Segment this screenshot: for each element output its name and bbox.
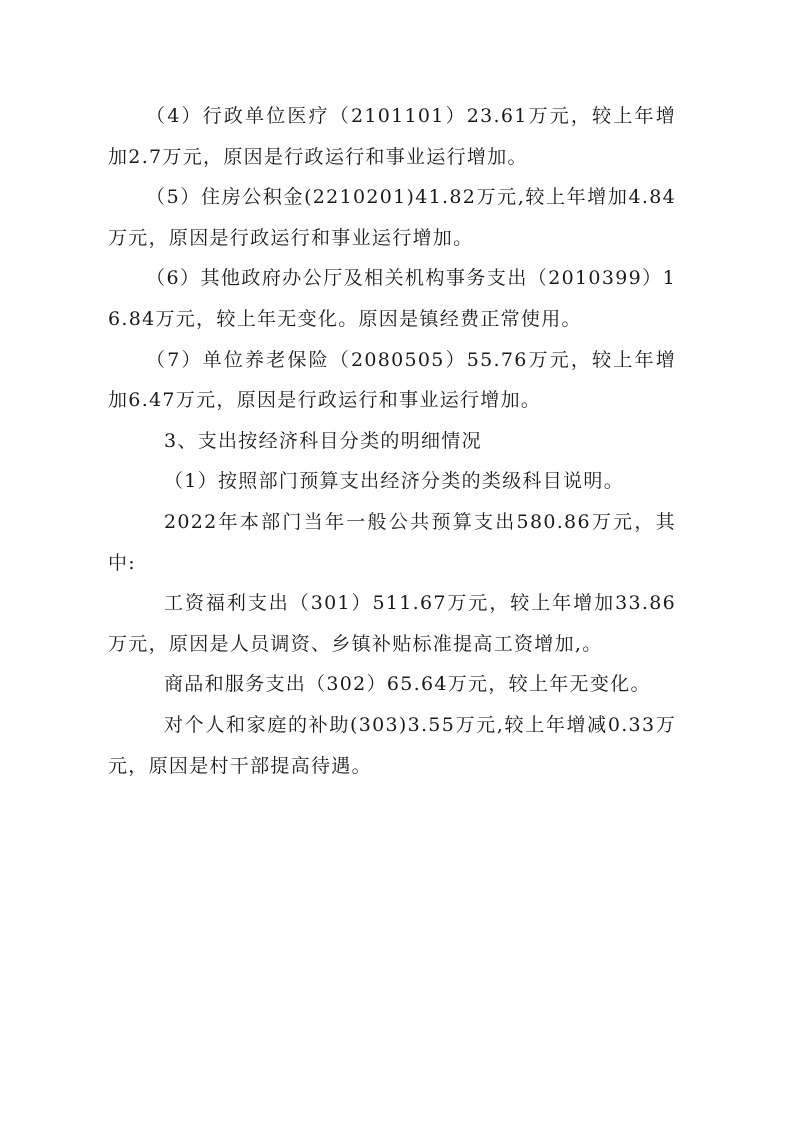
paragraph-item-4-medical: （4）行政单位医疗（2101101）23.61万元，较上年增加2.7万元，原因是行政运行和事业运行增加。: [108, 105, 676, 168]
paragraph-wages-welfare: 工资福利支出（301）511.67万元，较上年增加33.86万元，原因是人员调资、乡镇补贴标准提高工资增加,。: [108, 592, 676, 655]
paragraph-item-5-housing-fund: （5）住房公积金(2210201)41.82万元,较上年增加4.84万元，原因是行政运行和事业运行增加。: [108, 186, 676, 249]
document-body: [108, 96, 676, 786]
paragraph-item-7-pension: （7）单位养老保险（2080505）55.76万元，较上年增加6.47万元，原因是行政运行和事业运行增加。: [108, 348, 676, 412]
paragraph-subheading-1: （1）按照部门预算支出经济分类的类级科目说明。: [164, 470, 624, 493]
paragraph-household-subsidy: 对个人和家庭的补助(303)3.55万元,较上年增减0.33万元，原因是村干部提高待遇。: [108, 713, 676, 777]
paragraph-goods-services: 商品和服务支出（302）65.64万元，较上年无变化。: [164, 673, 651, 696]
paragraph-item-6-other-office: （6）其他政府办公厅及相关机构事务支出（2010399）16.84万元，较上年无变化。原因是镇经费正常使用。: [108, 267, 676, 330]
paragraph-total-expenditure: 2022年本部门当年一般公共预算支出580.86万元，其中:: [108, 510, 676, 574]
section-heading-economic-classification: 3、支出按经济科目分类的明细情况: [164, 429, 482, 452]
